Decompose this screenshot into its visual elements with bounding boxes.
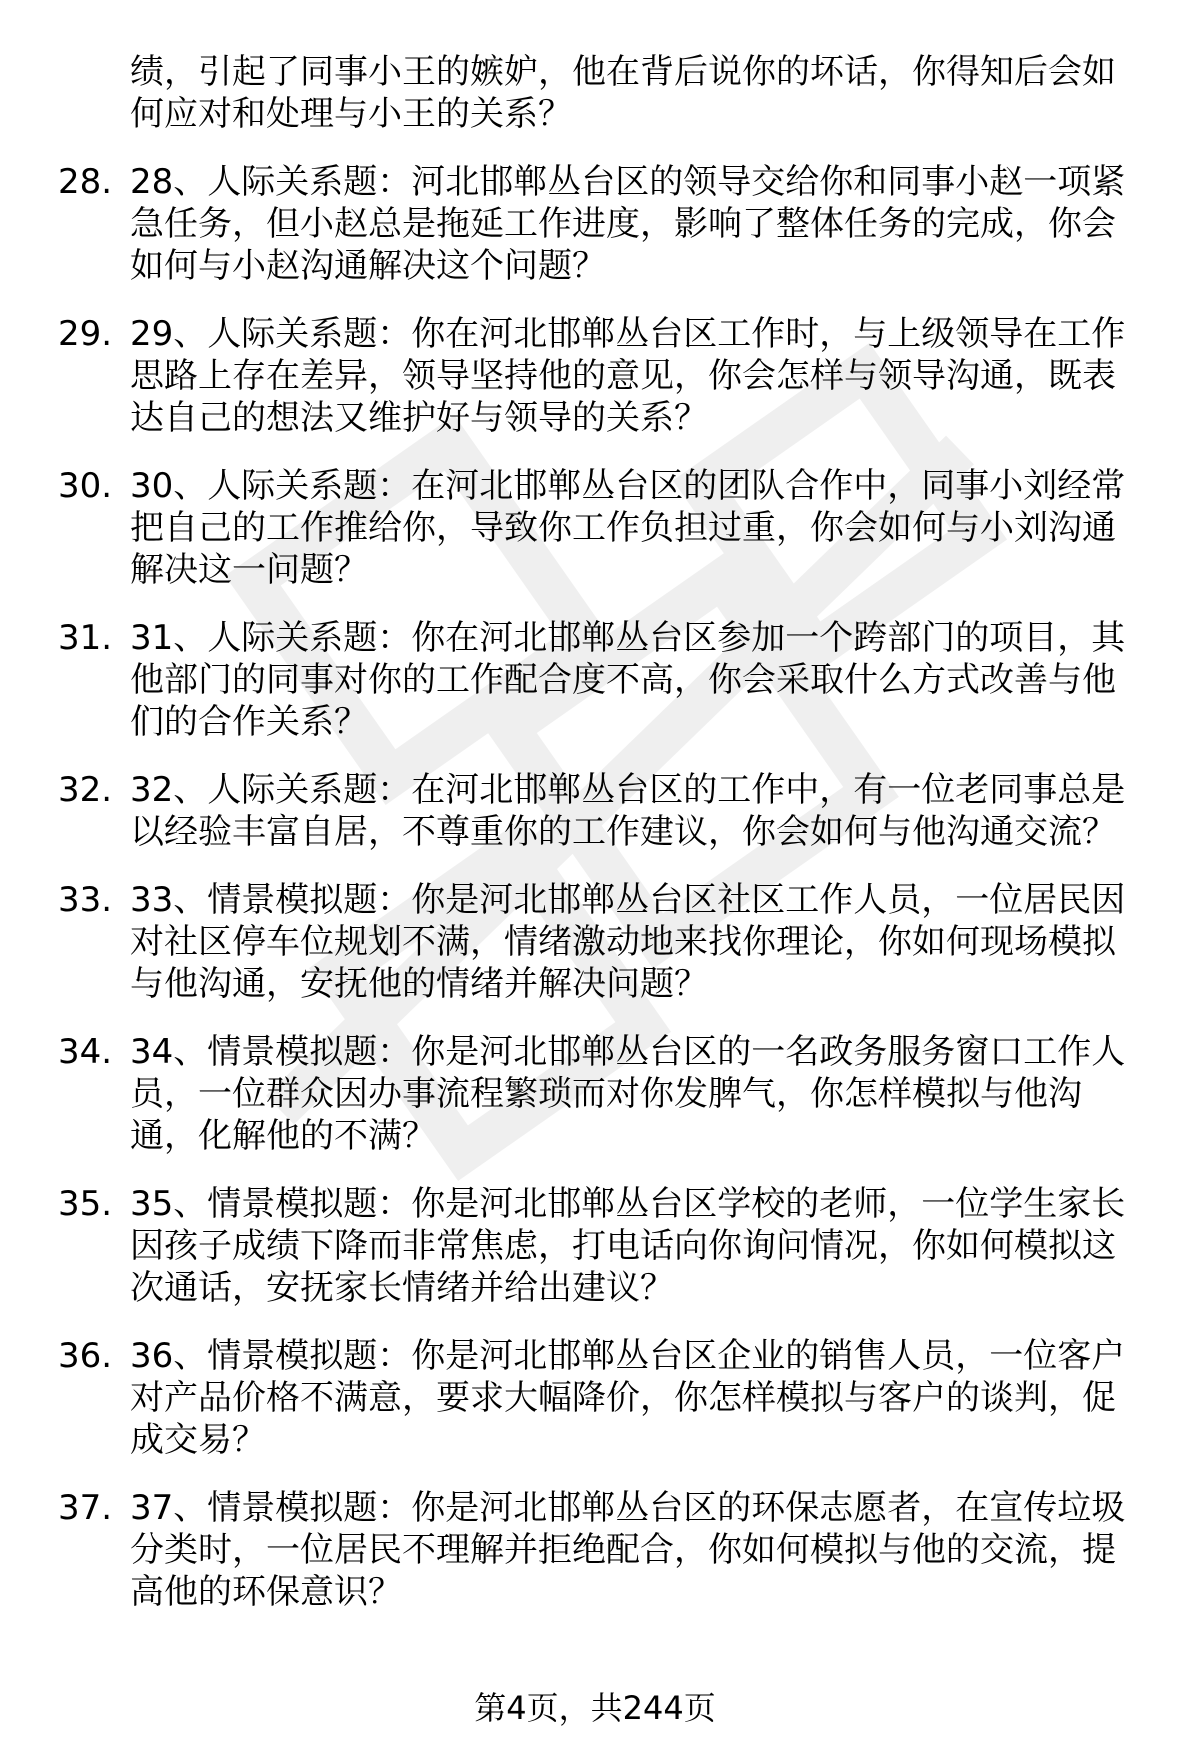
item-text: 31、人际关系题：你在河北邯郸丛台区参加一个跨部门的项目，其他部门的同事对你的工作配合度不高，你会采取什么方式改善与他们的合作关系？ [130,618,1126,742]
item-text: 35、情景模拟题：你是河北邯郸丛台区学校的老师，一位学生家长因孩子成绩下降而非常焦虑，打电话向你询问情况，你如何模拟这次通话，安抚家长情绪并给出建议？ [130,1184,1126,1308]
item-number: 36. [58,1336,113,1376]
item-number: 37. [58,1488,113,1528]
item-number: 33. [58,880,113,920]
list-item [58,1031,1130,1157]
list-item [58,617,1130,743]
list-item [58,769,1130,853]
question-list [58,161,1158,1613]
list-item [58,879,1130,1005]
list-item [58,1335,1130,1461]
item-number: 32. [58,770,113,810]
continuation-text: 绩，引起了同事小王的嫉妒，他在背后说你的坏话，你得知后会如何应对和处理与小王的关系？ [130,52,1116,134]
page-footer: 第4页，共244页 [474,1689,716,1727]
list-item [58,313,1130,439]
list-item [58,465,1130,591]
item-number: 28. [58,162,113,202]
item-text: 33、情景模拟题：你是河北邯郸丛台区社区工作人员，一位居民因对社区停车位规划不满，情绪激动地来找你理论，你如何现场模拟与他沟通，安抚他的情绪并解决问题？ [130,880,1126,1004]
page-content [58,0,1158,1613]
item-number: 30. [58,466,113,506]
item-text: 32、人际关系题：在河北邯郸丛台区的工作中，有一位老同事总是以经验丰富自居，不尊重你的工作建议，你会如何与他沟通交流？ [130,770,1126,852]
item-text: 29、人际关系题：你在河北邯郸丛台区工作时，与上级领导在工作思路上存在差异，领导坚持他的意见，你会怎样与领导沟通，既表达自己的想法又维护好与领导的关系？ [130,314,1126,438]
item-text: 37、情景模拟题：你是河北邯郸丛台区的环保志愿者，在宣传垃圾分类时，一位居民不理解并拒绝配合，你如何模拟与他的交流，提高他的环保意识？ [130,1488,1126,1612]
item-text: 28、人际关系题：河北邯郸丛台区的领导交给你和同事小赵一项紧急任务，但小赵总是拖延工作进度，影响了整体任务的完成，你会如何与小赵沟通解决这个问题？ [130,162,1126,286]
list-item [58,161,1130,287]
item-number: 29. [58,314,113,354]
item-text: 30、人际关系题：在河北邯郸丛台区的团队合作中，同事小刘经常把自己的工作推给你，导致你工作负担过重，你会如何与小刘沟通解决这一问题？ [130,466,1126,590]
item-number: 35. [58,1184,113,1224]
list-item [58,1487,1130,1613]
item-text: 34、情景模拟题：你是河北邯郸丛台区的一名政务服务窗口工作人员，一位群众因办事流程繁琐而对你发脾气，你怎样模拟与他沟通，化解他的不满？ [130,1032,1126,1156]
list-item [58,1183,1130,1309]
item-number: 31. [58,618,113,658]
item-number: 34. [58,1032,113,1072]
item-text: 36、情景模拟题：你是河北邯郸丛台区企业的销售人员，一位客户对产品价格不满意，要求大幅降价，你怎样模拟与客户的谈判，促成交易？ [130,1336,1126,1460]
